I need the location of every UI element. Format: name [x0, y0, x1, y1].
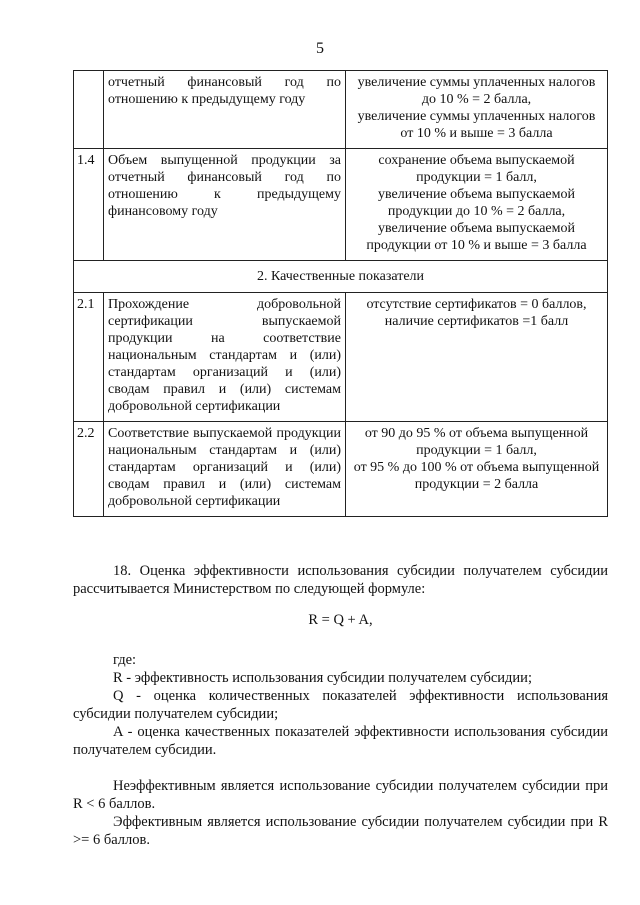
effective-paragraph: Эффективным является использование субсидии получателем субсидии при R >= 6 баллов. [73, 814, 608, 848]
score-line: увеличение объема выпускаемой продукции от 10 % и выше = 3 балла [366, 221, 587, 253]
row-number: 1.4 [74, 149, 104, 261]
formula: R = Q + A, [308, 612, 373, 628]
page-number: 5 [316, 40, 324, 57]
score-line: увеличение суммы уплаченных налогов до 10 % = 2 балла, [357, 75, 596, 107]
main-text [73, 562, 608, 849]
where-label: где: [113, 652, 137, 668]
definition-r: R - эффективность использования субсидии получателем субсидии; [113, 670, 532, 686]
score-cell [346, 422, 608, 517]
score-line: увеличение суммы уплаченных налогов от 10 % и выше = 3 балла [357, 109, 596, 141]
ineffective-paragraph: Неэффективным является использование субсидии получателем субсидии при R < 6 баллов. [73, 778, 608, 812]
section-row [74, 261, 608, 293]
definition-q: Q - оценка количественных показателей эффективности использования субсидии получателем субсидии; [73, 688, 608, 722]
table-row [74, 293, 608, 422]
criteria-table-body [74, 71, 608, 517]
criterion-cell: Прохождение добровольной сертификации выпускаемой продукции на соответствие национальным стандартам и (или) стандартам организаций и (или) сводам правил и (или) системам добровольной сертификации [104, 293, 346, 422]
row-number: 2.2 [74, 422, 104, 517]
table-row [74, 71, 608, 149]
score-line: отсутствие сертификатов = 0 баллов, [366, 297, 587, 312]
score-line: сохранение объема выпускаемой продукции = 1 балл, [378, 153, 575, 185]
criterion-cell: Соответствие выпускаемой продукции национальным стандартам и (или) стандартам организаций и (или) сводам правил и (или) системам добровольной сертификации [104, 422, 346, 517]
score-cell [346, 71, 608, 149]
row-number: 2.1 [74, 293, 104, 422]
score-line: от 95 % до 100 % от объема выпущенной продукции = 2 балла [353, 460, 600, 492]
criteria-table [73, 70, 608, 517]
criterion-cell: отчетный финансовый год по отношению к предыдущему году [104, 71, 346, 149]
section-heading: 2. Качественные показатели [74, 261, 608, 293]
table-row [74, 149, 608, 261]
table-row [74, 422, 608, 517]
score-line: наличие сертификатов =1 балл [384, 314, 569, 329]
score-line: увеличение объема выпускаемой продукции до 10 % = 2 балла, [378, 187, 575, 219]
score-cell [346, 149, 608, 261]
paragraph-18: 18. Оценка эффективности использования субсидии получателем субсидии рассчитывается Министерством по следующей формуле: [73, 563, 608, 597]
score-cell [346, 293, 608, 422]
score-line: от 90 до 95 % от объема выпущенной продукции = 1 балл, [364, 426, 589, 458]
definition-a: A - оценка качественных показателей эффективности использования субсидии получателем субсидии. [73, 724, 608, 758]
criterion-cell: Объем выпущенной продукции за отчетный финансовый год по отношению к предыдущему финансовому году [104, 149, 346, 261]
row-number [74, 71, 104, 149]
